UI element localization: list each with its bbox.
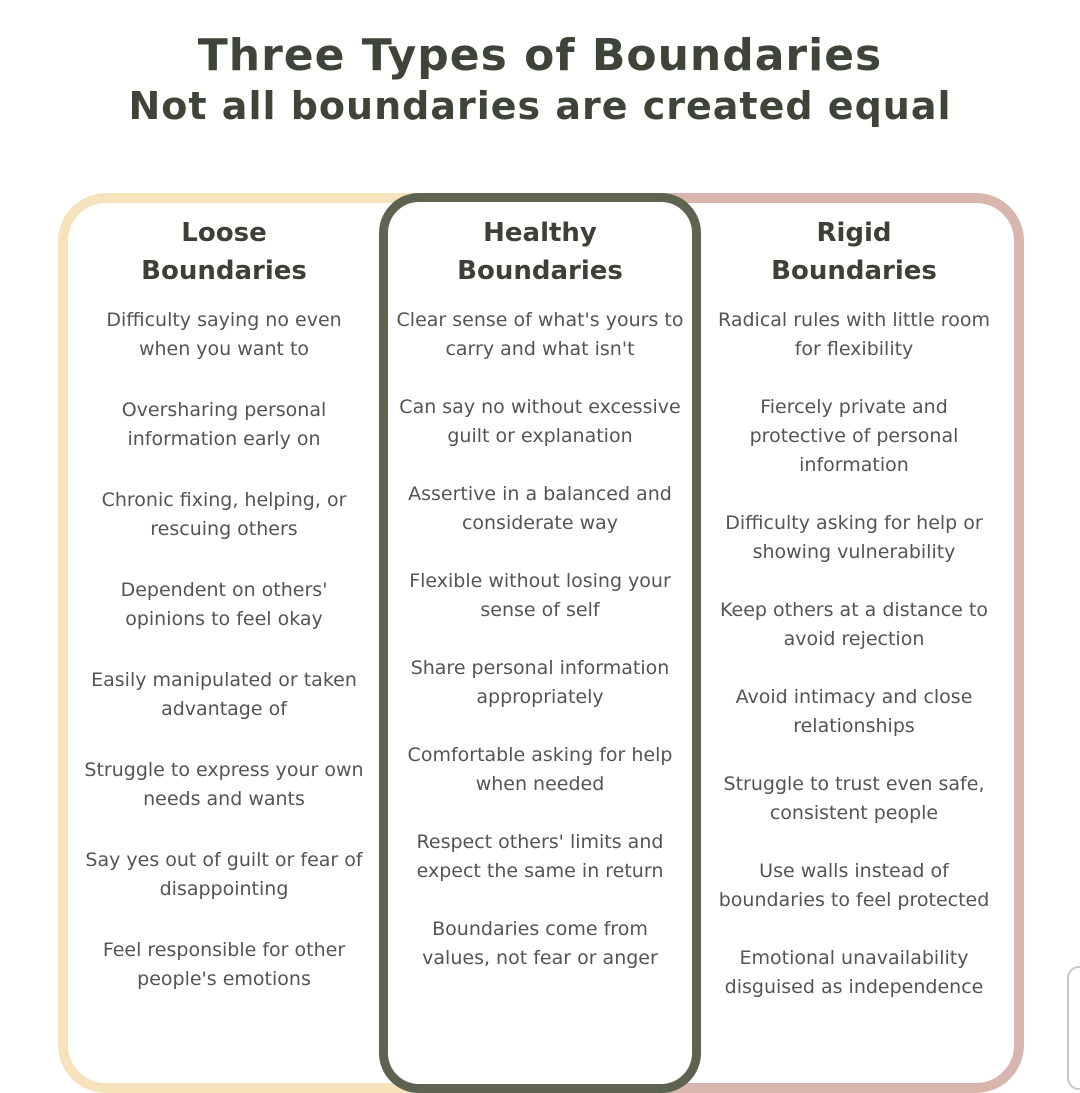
loose-item: Oversharing personal information early on — [121, 399, 327, 450]
page-subtitle: Not all boundaries are created equal — [128, 84, 952, 128]
healthy-boundaries-column — [396, 214, 684, 1002]
rigid-item: Use walls instead of boundaries to feel protected — [718, 860, 990, 911]
rigid-item: Fiercely private and protective of personal information — [749, 396, 959, 476]
healthy-item: Clear sense of what's yours to carry and what isn't — [396, 309, 684, 360]
loose-item: Say yes out of guilt or fear of disappointing — [85, 849, 363, 900]
loose-item: Dependent on others' opinions to feel okay — [120, 579, 328, 630]
healthy-item: Boundaries come from values, not fear or anger — [422, 918, 658, 969]
loose-heading-line1: Loose — [181, 218, 267, 248]
rigid-item: Keep others at a distance to avoid rejection — [720, 599, 988, 650]
rigid-boundaries-column — [712, 214, 996, 1031]
loose-item: Easily manipulated or taken advantage of — [91, 669, 357, 720]
rigid-heading-line1: Rigid — [816, 218, 892, 248]
loose-item: Difficulty saying no even when you want to — [106, 309, 342, 360]
loose-item: Chronic fixing, helping, or rescuing others — [101, 489, 347, 540]
loose-item: Feel responsible for other people's emotions — [102, 939, 346, 990]
healthy-item: Comfortable asking for help when needed — [407, 744, 673, 795]
loose-boundaries-heading — [78, 214, 370, 290]
rigid-item: Struggle to trust even safe, consistent people — [723, 773, 985, 824]
corner-tab-edge — [1067, 966, 1080, 1090]
healthy-heading-line2: Boundaries — [457, 256, 623, 286]
loose-item: Struggle to express your own needs and wants — [84, 759, 364, 810]
healthy-item: Share personal information appropriately — [410, 657, 670, 708]
page-title: Three Types of Boundaries — [197, 30, 883, 81]
rigid-item: Avoid intimacy and close relationships — [735, 686, 973, 737]
rigid-boundaries-heading — [712, 214, 996, 290]
healthy-item: Assertive in a balanced and considerate way — [408, 483, 672, 534]
rigid-item: Radical rules with little room for flexibility — [718, 309, 990, 360]
loose-heading-line2: Boundaries — [141, 256, 307, 286]
loose-boundaries-column — [78, 214, 370, 1026]
healthy-item: Respect others' limits and expect the same in return — [416, 831, 664, 882]
healthy-item: Flexible without losing your sense of self — [409, 570, 671, 621]
rigid-heading-line2: Boundaries — [771, 256, 937, 286]
rigid-item: Emotional unavailability disguised as independence — [724, 947, 984, 998]
healthy-boundaries-heading — [396, 214, 684, 290]
healthy-item: Can say no without excessive guilt or explanation — [399, 396, 681, 447]
healthy-heading-line1: Healthy — [483, 218, 597, 248]
rigid-item: Difficulty asking for help or showing vulnerability — [725, 512, 983, 563]
